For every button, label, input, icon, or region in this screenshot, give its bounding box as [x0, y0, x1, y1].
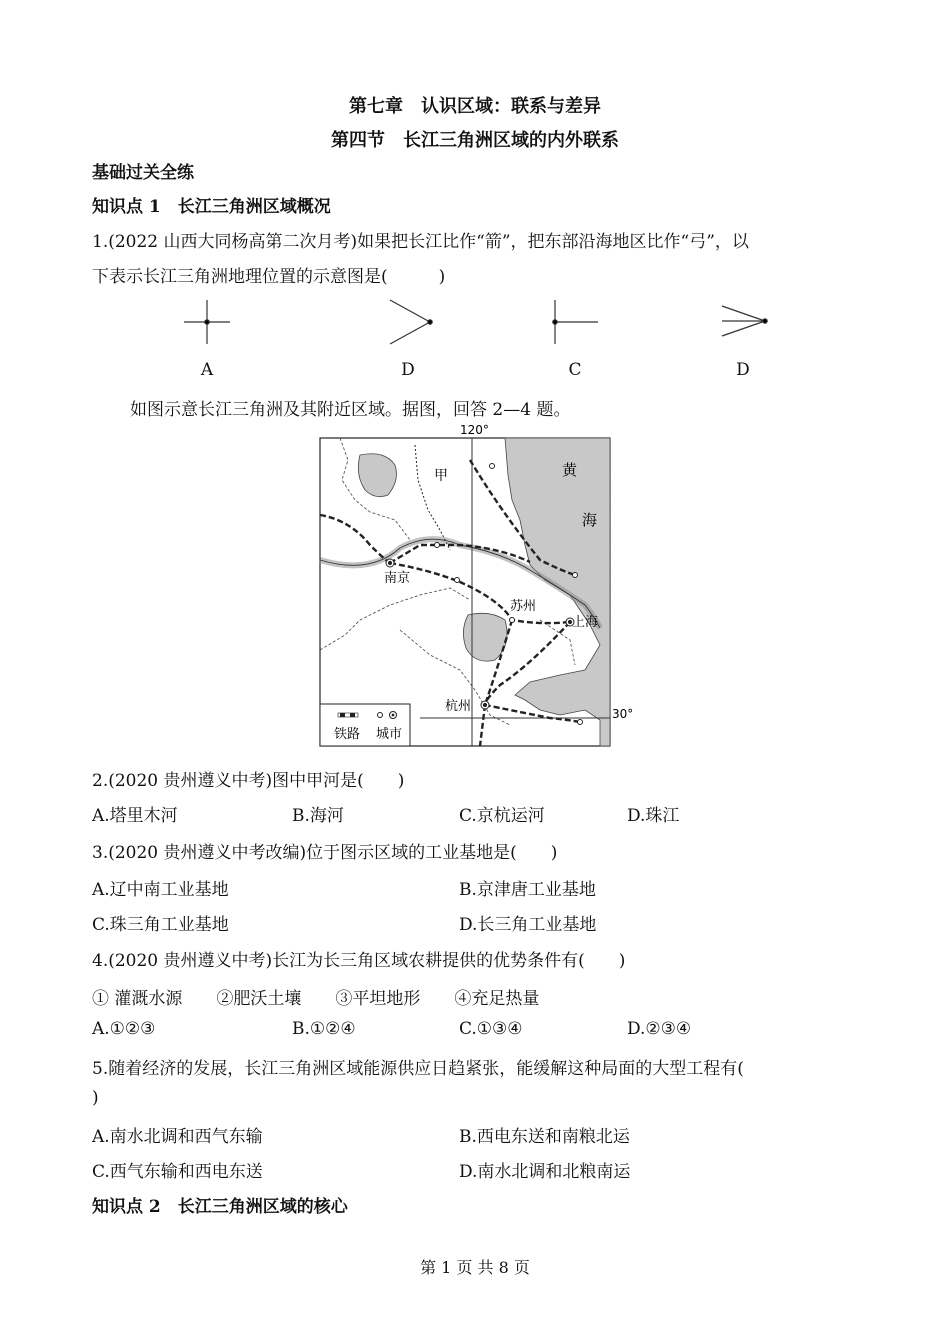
q3-option-d: D.长三角工业基地	[459, 915, 597, 935]
lat-label: 30°	[612, 707, 634, 721]
q1-label-3: C	[568, 360, 582, 380]
diagram-d	[722, 306, 767, 336]
sea-label-1: 黄	[562, 461, 578, 479]
diagram-a	[184, 300, 230, 344]
q4-items: ① 灌溉水源 ②肥沃土壤 ③平坦地形 ④充足热量	[92, 989, 540, 1009]
q5-stem-line2: )	[92, 1088, 99, 1108]
city-shanghai: 上海	[572, 615, 599, 630]
q2-option-d: D.珠江	[627, 806, 680, 826]
q1-label-4: D	[736, 360, 750, 380]
q5-stem-line1: 5.随着经济的发展，长江三角洲区域能源供应日趋紧张，能缓解这种局面的大型工程有(	[92, 1059, 744, 1079]
q1-label-2: D	[401, 360, 415, 380]
q4-option-d: D.②③④	[627, 1019, 692, 1039]
q4-option-b: B.①②④	[292, 1019, 356, 1039]
diagram-b	[390, 300, 432, 344]
yangtze-delta-map	[300, 420, 634, 755]
q3-stem: 3.(2020 贵州遵义中考改编)位于图示区域的工业基地是( )	[92, 843, 558, 863]
knowledge-point-2-title: 知识点 2 长江三角洲区域的核心	[92, 1197, 348, 1217]
q5-option-b: B.西电东送和南粮北运	[459, 1127, 630, 1147]
practice-title: 基础过关全练	[92, 163, 194, 183]
q2-option-a: A.塔里木河	[92, 806, 178, 826]
q3-option-b: B.京津唐工业基地	[459, 880, 596, 900]
legend-city-label: 城市	[376, 727, 403, 742]
q3-option-a: A.辽中南工业基地	[92, 880, 229, 900]
q5-option-a: A.南水北调和西气东输	[92, 1127, 263, 1147]
q5-option-d: D.南水北调和北粮南运	[459, 1162, 631, 1182]
city-suzhou: 苏州	[510, 599, 537, 614]
q1-stem-line1: 1.(2022 山西大同杨高第二次月考)如果把长江比作“箭”，把东部沿海地区比作“弓”，以	[92, 232, 749, 252]
diagram-c	[553, 300, 598, 344]
q3-option-c: C.珠三角工业基地	[92, 915, 229, 935]
legend-city-icon	[378, 713, 383, 718]
q1-stem-line2: 下表示长江三角洲地理位置的示意图是( )	[92, 267, 446, 287]
chapter-title: 第七章 认识区域：联系与差异	[349, 96, 601, 117]
lon-label: 120°	[460, 423, 489, 437]
q4-option-c: C.①③④	[459, 1019, 523, 1039]
city-hangzhou: 杭州	[445, 699, 472, 714]
legend-rail-icon	[338, 713, 358, 717]
q1-label-1: A	[200, 360, 214, 380]
q5-option-c: C.西气东输和西电东送	[92, 1162, 263, 1182]
q1-diagrams	[170, 292, 790, 352]
q2-option-b: B.海河	[292, 806, 344, 826]
q2-stem: 2.(2020 贵州遵义中考)图中甲河是( )	[92, 771, 405, 791]
map-intro: 如图示意长江三角洲及其附近区域。据图，回答 2—4 题。	[130, 400, 571, 420]
q4-option-a: A.①②③	[92, 1019, 156, 1039]
knowledge-point-1-title: 知识点 1 长江三角洲区域概况	[92, 197, 331, 217]
q4-stem: 4.(2020 贵州遵义中考)长江为长三角区域农耕提供的优势条件有( )	[92, 951, 626, 971]
city-nanjing: 南京	[384, 571, 411, 586]
page-footer: 第 1 页 共 8 页	[420, 1258, 530, 1277]
section-title: 第四节 长江三角洲区域的内外联系	[331, 130, 619, 151]
sea-label-2: 海	[582, 511, 598, 529]
q2-option-c: C.京杭运河	[459, 806, 545, 826]
legend-rail-label: 铁路	[334, 727, 361, 742]
river-label-jia: 甲	[434, 468, 448, 484]
